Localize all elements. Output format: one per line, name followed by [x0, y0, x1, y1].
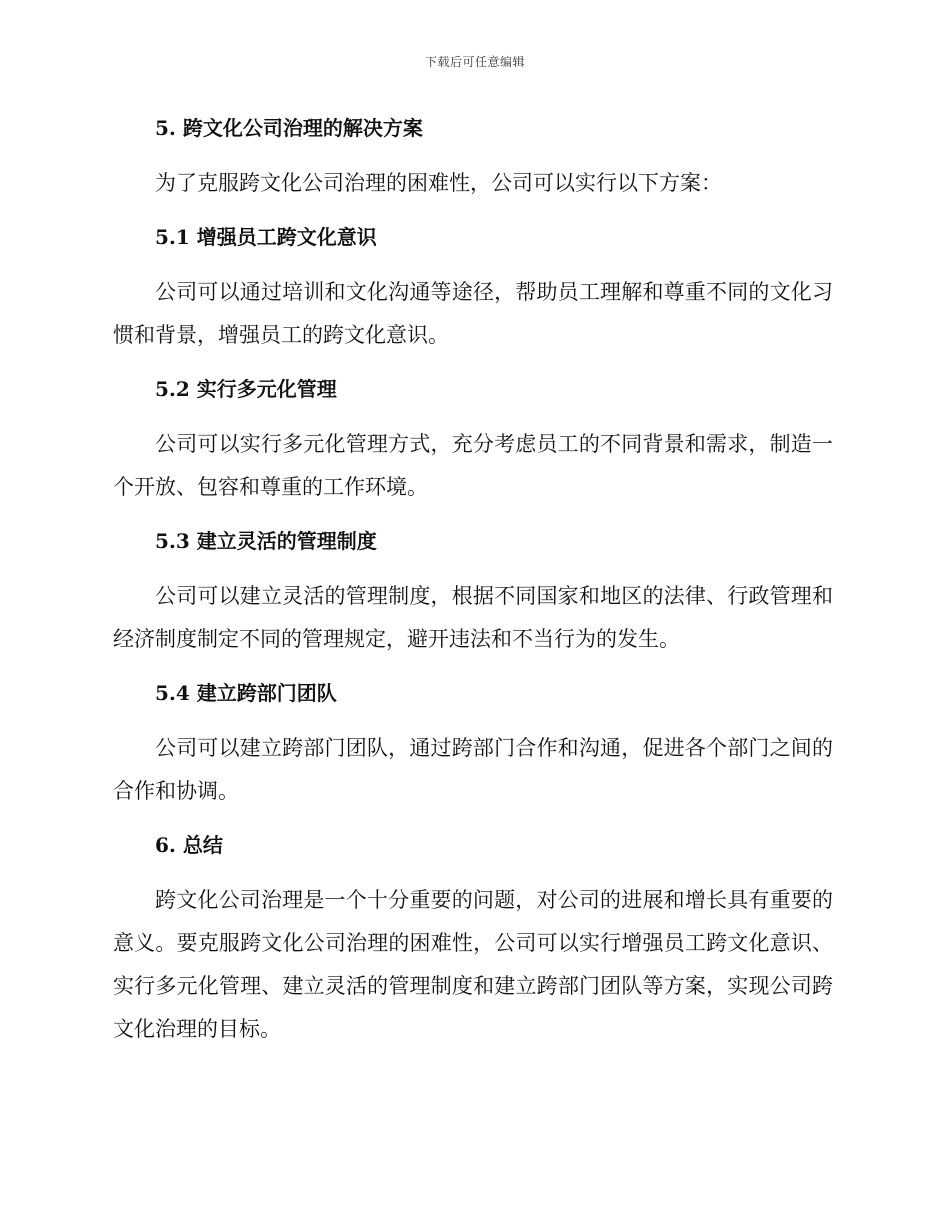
document-body	[113, 108, 833, 1051]
section-heading: 5.1 增强员工跨文化意识	[155, 225, 377, 249]
section-paragraph: 公司可以建立灵活的管理制度，根据不同国家和地区的法律、行政管理和经济制度制定不同的管理规定，避开违法和不当行为的发生。	[113, 584, 833, 651]
section-heading: 5.3 建立灵活的管理制度	[155, 529, 377, 553]
section-paragraph: 跨文化公司治理是一个十分重要的问题，对公司的进展和增长具有重要的意义。要克服跨文化公司治理的困难性，公司可以实行增强员工跨文化意识、实行多元化管理、建立灵活的管理制度和建立跨部门团队等方案，实现公司跨文化治理的目标。	[113, 888, 833, 1041]
section-heading: 5.4 建立跨部门团队	[155, 681, 337, 705]
section-heading: 5.2 实行多元化管理	[155, 377, 337, 401]
section-paragraph: 公司可以建立跨部门团队，通过跨部门合作和沟通，促进各个部门之间的合作和协调。	[113, 736, 833, 803]
page-header: 下载后可任意编辑	[424, 55, 525, 69]
section-paragraph: 公司可以通过培训和文化沟通等途径，帮助员工理解和尊重不同的文化习惯和背景，增强员工的跨文化意识。	[113, 280, 833, 347]
section-heading: 6. 总结	[155, 833, 223, 857]
section-paragraph: 为了克服跨文化公司治理的困难性，公司可以实行以下方案：	[155, 171, 722, 195]
section-paragraph: 公司可以实行多元化管理方式，充分考虑员工的不同背景和需求，制造一个开放、包容和尊重的工作环境。	[113, 432, 833, 499]
section-heading: 5. 跨文化公司治理的解决方案	[155, 116, 423, 140]
